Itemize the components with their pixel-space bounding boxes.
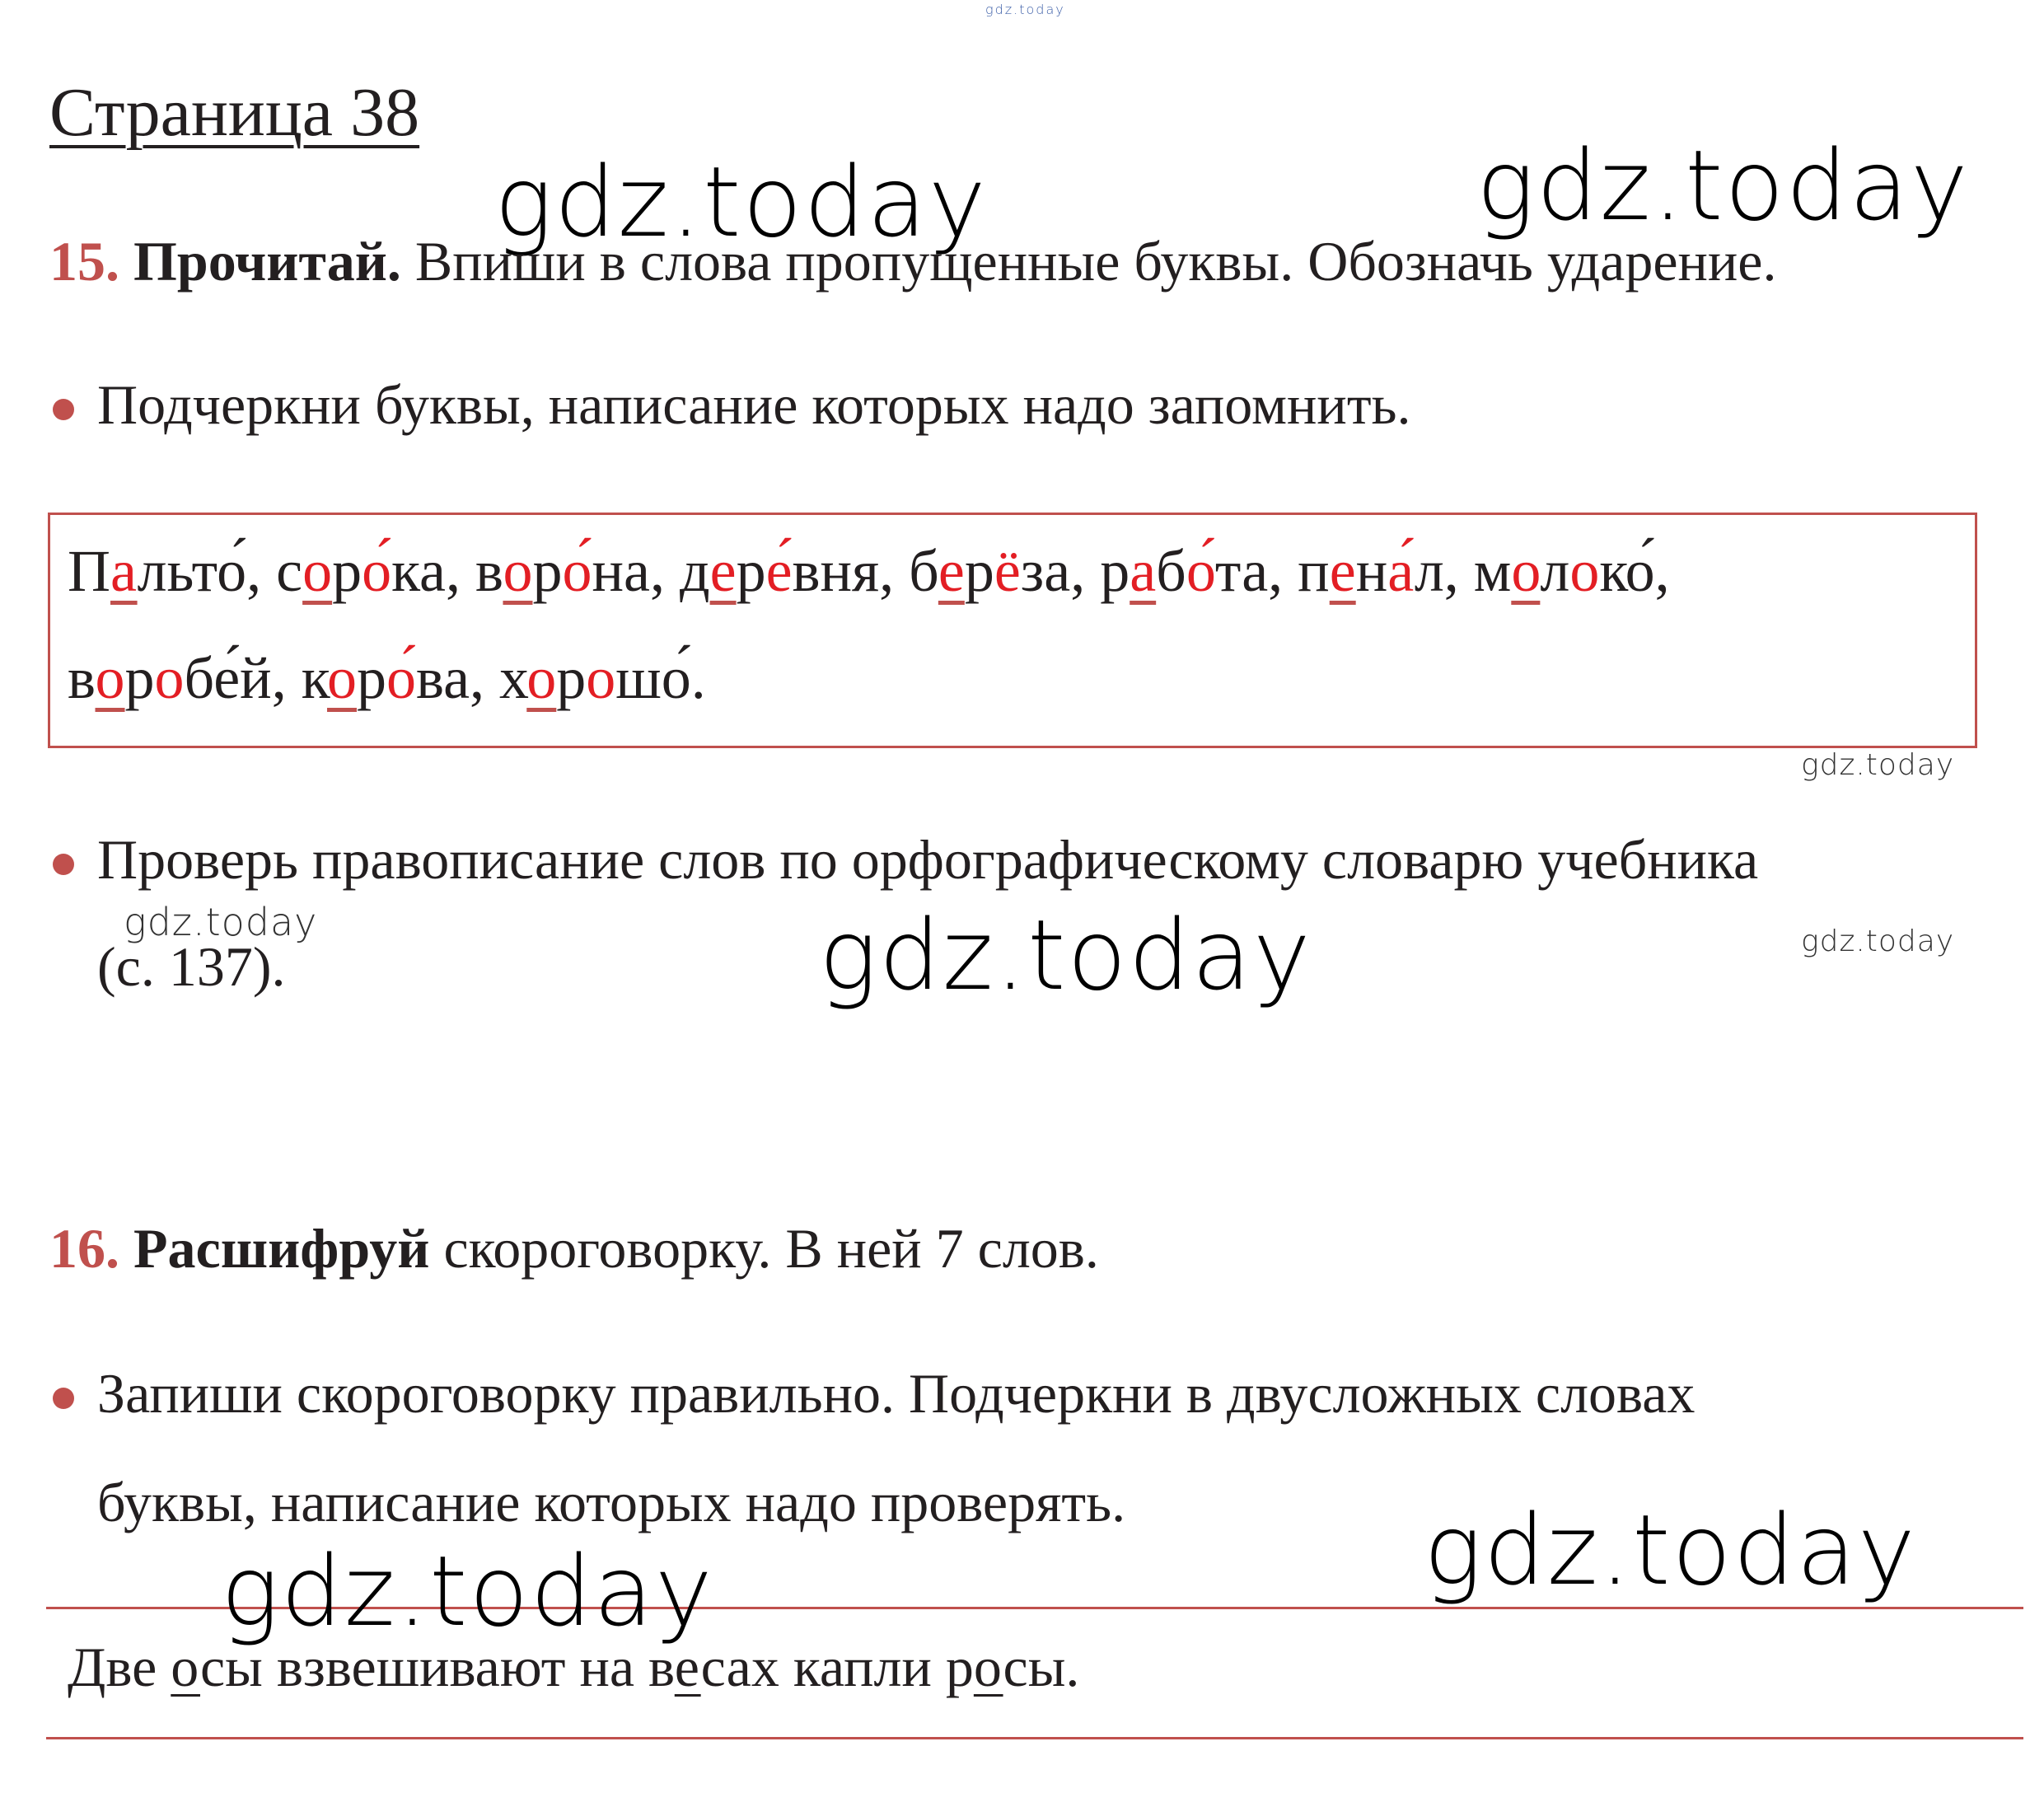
stressed-letter: ё	[994, 538, 1021, 604]
text-segment: в	[68, 645, 96, 711]
watermark-5: gdz.today	[221, 1534, 714, 1648]
watermark-small-1: gdz.today	[1801, 748, 1955, 782]
task-15-bullet-2-line-2: (с. 137).	[97, 935, 286, 998]
task-16-bullet-1-line-2: буквы, написание которых надо проверять.	[97, 1471, 1126, 1533]
bullet-icon	[53, 399, 74, 420]
task-15-verb: Прочитай.	[133, 230, 401, 293]
underlined-letter: о	[171, 1636, 200, 1698]
inserted-letter: о	[327, 645, 358, 711]
text-segment: л, м	[1414, 538, 1512, 604]
stressed-letter: е́	[765, 538, 793, 604]
answer-16	[68, 1635, 1079, 1700]
task-15-instruction: Впиши в слова пропущенные буквы. Обозначь ударение.	[400, 230, 1777, 293]
task-16-instruction: скороговорку. В ней 7 слов.	[429, 1217, 1099, 1280]
inserted-letter: о	[503, 538, 533, 604]
answer-15-line-2	[68, 644, 706, 713]
text-segment: шо́.	[615, 645, 706, 711]
inserted-letter: е	[1329, 538, 1356, 604]
text-segment: бе́й, к	[184, 645, 328, 711]
text-segment: , с	[246, 538, 303, 604]
watermark-4: gdz.today	[1424, 1493, 1917, 1607]
text-segment: сах капли р	[700, 1636, 974, 1698]
text-segment: ка, в	[391, 538, 503, 604]
text-segment: р	[964, 538, 994, 604]
inserted-letter: о	[526, 645, 557, 711]
task-15-number: 15.	[49, 230, 119, 293]
task-16-verb: Расшифруй	[133, 1217, 430, 1280]
watermark-small-3: gdz.today	[1801, 925, 1955, 958]
text-segment: р	[532, 538, 563, 604]
inserted-letter: е	[938, 538, 965, 604]
text-segment: вня, б	[792, 538, 938, 604]
text-segment: р	[332, 538, 362, 604]
text-segment: Две	[68, 1636, 171, 1698]
stressed-letter: о́	[1186, 538, 1215, 604]
text-segment: р	[736, 538, 766, 604]
text-segment: на, д	[592, 538, 710, 604]
text-segment: ва, х	[416, 645, 527, 711]
text-segment: сы взвешивают на в	[199, 1636, 675, 1698]
watermark-small-2: gdz.today	[124, 900, 318, 944]
stressed-letter: о	[1569, 538, 1600, 604]
inserted-letter: а	[1130, 538, 1157, 604]
text-segment: б	[1156, 538, 1186, 604]
watermark-2: gdz.today	[1476, 129, 1970, 242]
task-15-bullet-2-line-1: Проверь правописание слов по орфографическому словарю учебника	[97, 828, 1759, 891]
stressed-letter: о	[154, 645, 185, 711]
underlined-letter: о	[973, 1636, 1003, 1698]
text-segment: н	[1355, 538, 1388, 604]
answer-15-line-1	[68, 537, 1670, 606]
task-15-bullet-1: Подчеркни буквы, написание которых надо запомнить.	[97, 373, 1411, 436]
text-segment: о́	[217, 538, 247, 604]
text-segment: П	[68, 538, 110, 604]
inserted-letter: о	[1511, 538, 1541, 604]
task-16-bullet-1-line-1: Запиши скороговорку правильно. Подчеркни в двусложных словах	[97, 1362, 1696, 1425]
stressed-letter: о́	[362, 538, 392, 604]
watermark-3: gdz.today	[819, 898, 1312, 1012]
text-segment: р	[124, 645, 155, 711]
text-segment: та, п	[1214, 538, 1330, 604]
text-segment: р	[556, 645, 587, 711]
text-segment: сы.	[1003, 1636, 1080, 1698]
text-segment: л	[1540, 538, 1570, 604]
underlined-letter: е	[674, 1636, 701, 1698]
inserted-letter: о	[95, 645, 125, 711]
text-segment: ко́,	[1599, 538, 1670, 604]
task-16-heading	[49, 1216, 1099, 1281]
watermark-tiny: gdz.today	[985, 2, 1065, 17]
inserted-letter: о	[302, 538, 333, 604]
stressed-letter: а́	[1387, 538, 1415, 604]
watermark-1: gdz.today	[494, 145, 988, 259]
inserted-letter: а	[110, 538, 138, 604]
text-segment: льт	[137, 538, 217, 604]
task-16-number: 16.	[49, 1217, 119, 1280]
page-heading: Страница 38	[49, 74, 420, 151]
text-segment: р	[357, 645, 387, 711]
stressed-letter: о́	[386, 645, 417, 711]
stressed-letter: о́	[562, 538, 592, 604]
bullet-icon	[53, 1388, 74, 1409]
inserted-letter: е	[709, 538, 737, 604]
text-segment: за, р	[1020, 538, 1130, 604]
stressed-letter: о	[586, 645, 616, 711]
task-15-heading	[49, 229, 1777, 294]
writing-line-bottom	[46, 1737, 2023, 1739]
bullet-icon	[53, 854, 74, 875]
